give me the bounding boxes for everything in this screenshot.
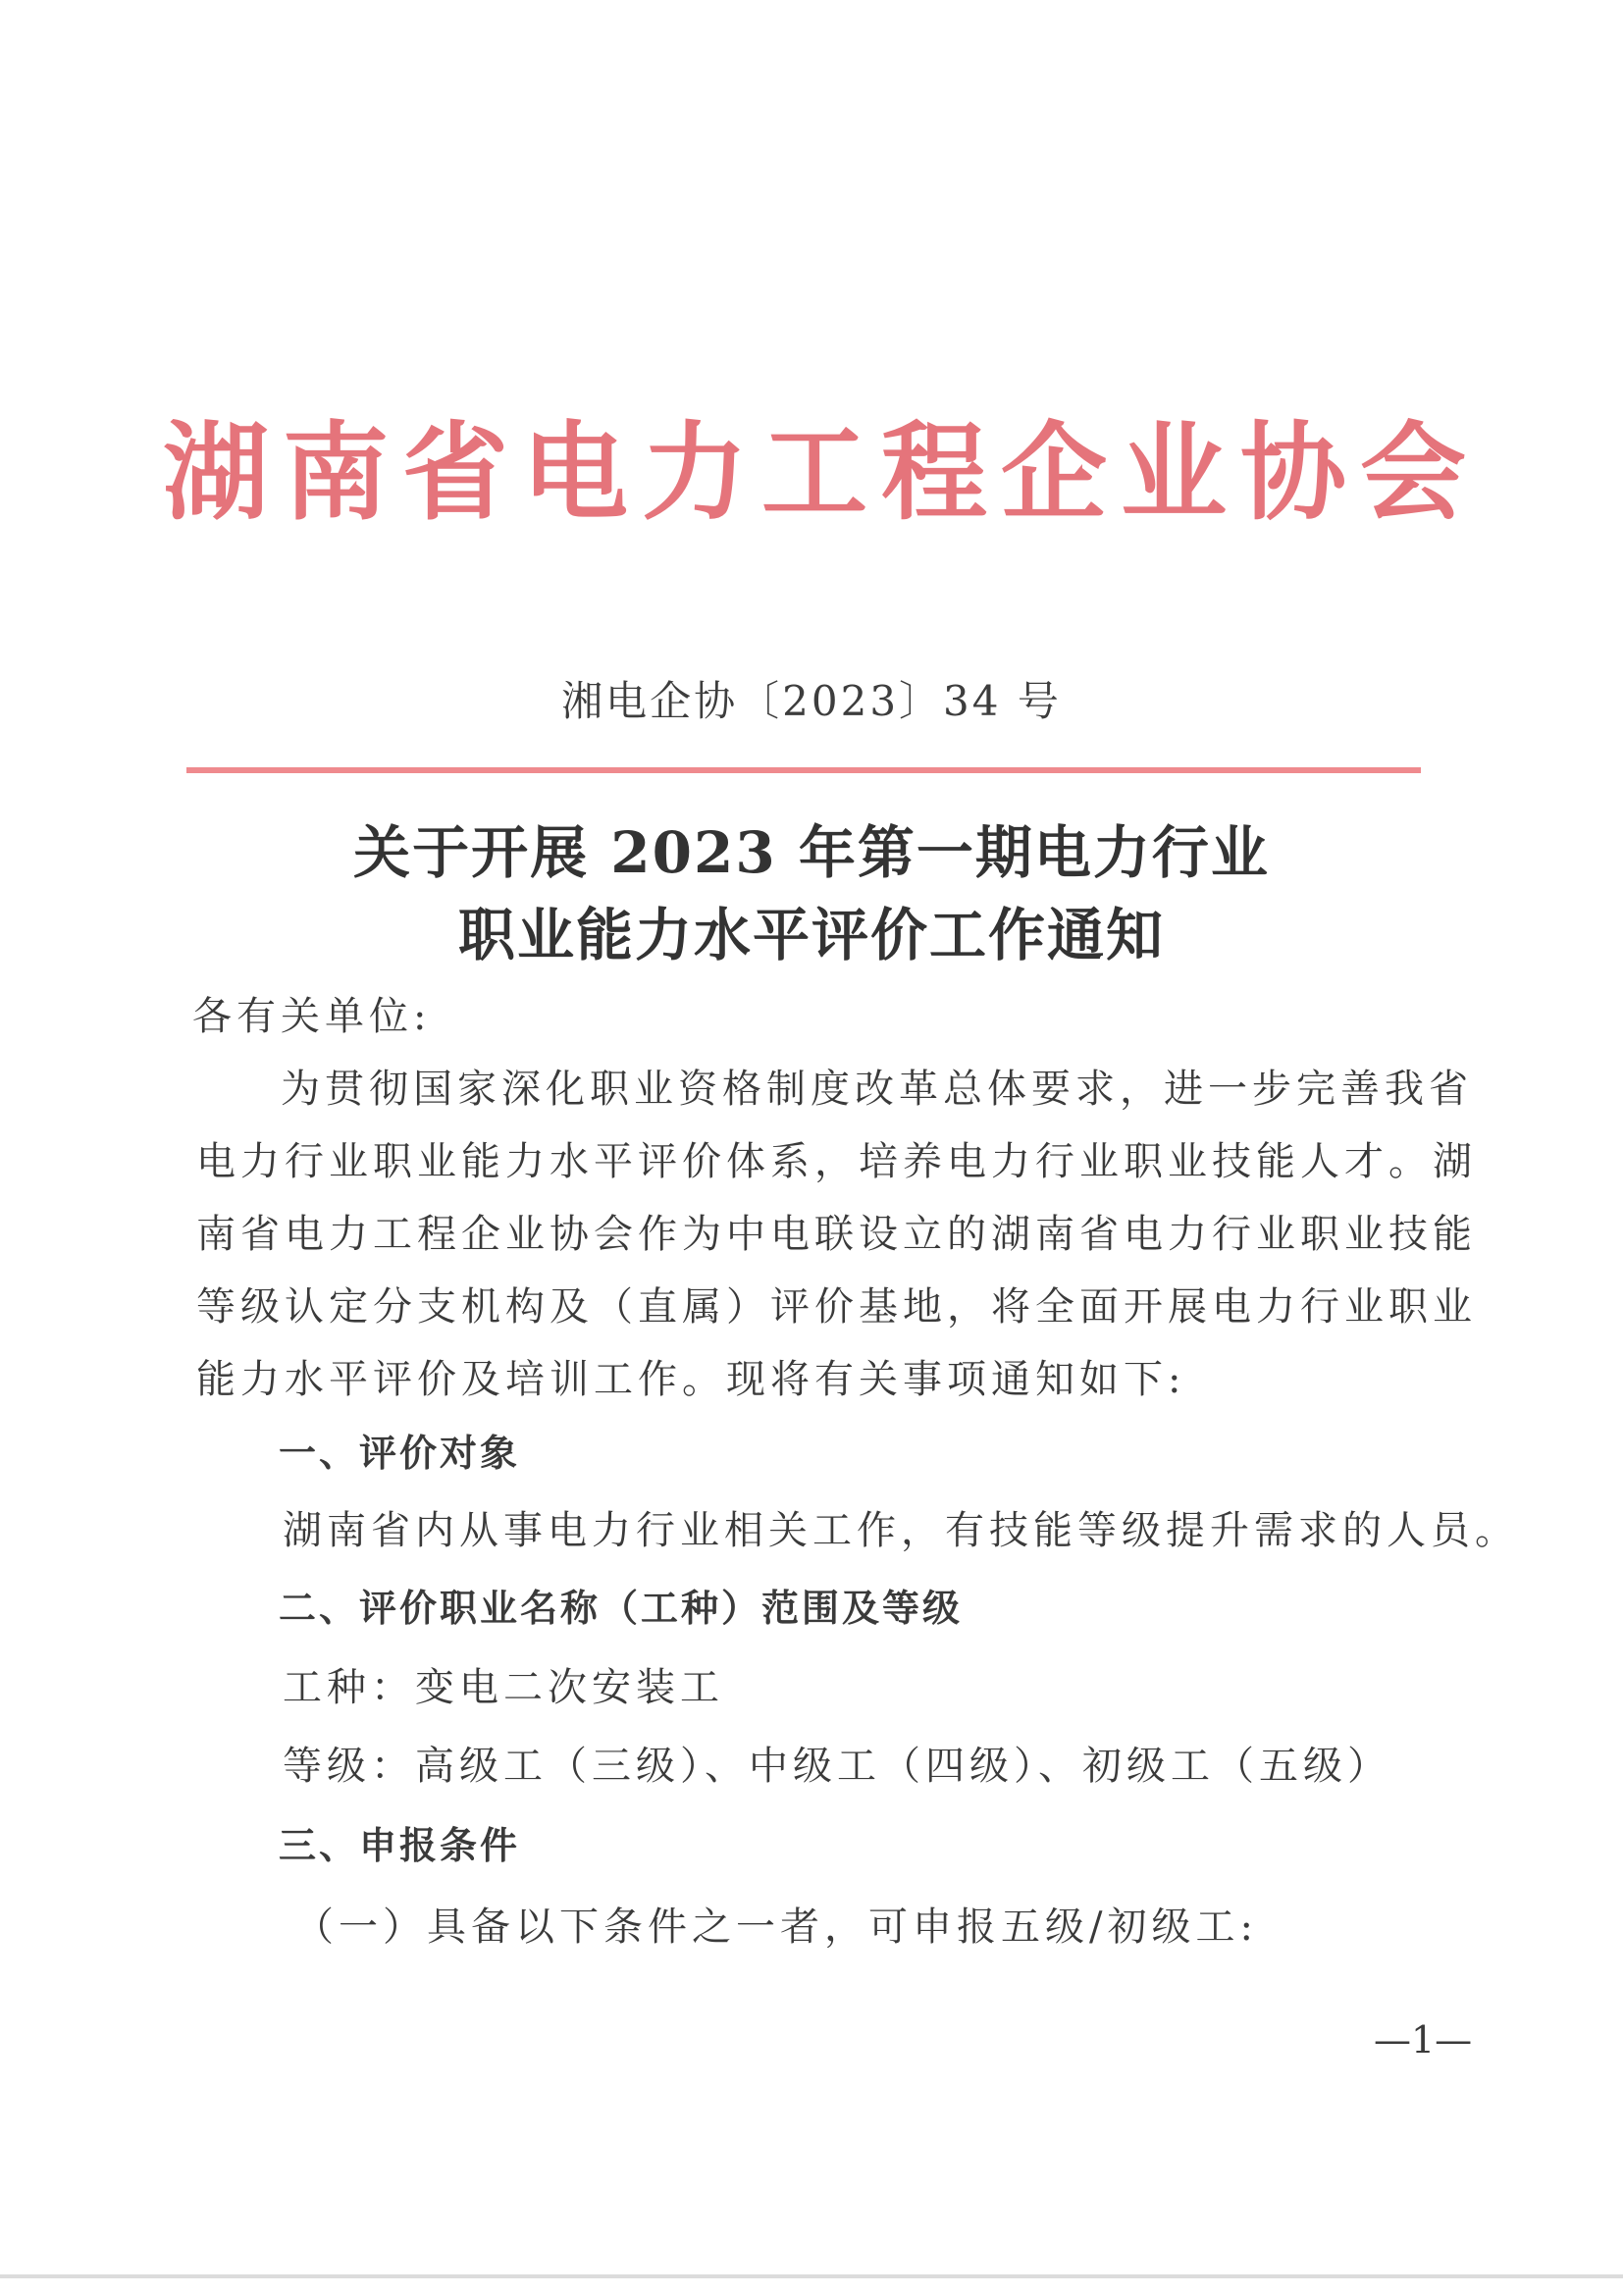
document-title-line-2: 职业能力水平评价工作通知 <box>457 902 1165 968</box>
section-3-subsection-1: （一）具备以下条件之一者，可申报五级/初级工: <box>294 1905 1258 1950</box>
intro-paragraph-line-5: 能力水平评价及培训工作。现将有关事项通知如下: <box>196 1357 1186 1402</box>
scan-edge-line <box>0 2274 1623 2278</box>
intro-paragraph-line-4: 等级认定分支机构及（直属）评价基地，将全面开展电力行业职业 <box>196 1284 1477 1330</box>
section-1-heading: 一、评价对象 <box>279 1432 521 1475</box>
section-2-heading: 二、评价职业名称（工种）范围及等级 <box>279 1587 964 1630</box>
section-2-trade: 工种：变电二次安装工 <box>283 1665 724 1710</box>
section-1-text: 湖南省内从事电力行业相关工作，有技能等级提升需求的人员。 <box>283 1508 1519 1553</box>
document-number: 湘电企协〔2023〕34 号 <box>561 677 1062 725</box>
organization-masthead: 湖南省电力工程企业协会 <box>162 411 1480 535</box>
intro-paragraph-line-1: 为贯彻国家深化职业资格制度改革总体要求，进一步完善我省 <box>281 1067 1473 1112</box>
section-3-heading: 三、申报条件 <box>279 1824 521 1867</box>
intro-paragraph-line-2: 电力行业职业能力水平评价体系，培养电力行业职业技能人才。湖 <box>196 1139 1477 1184</box>
section-2-levels: 等级：高级工（三级）、中级工（四级）、初级工（五级） <box>283 1744 1391 1789</box>
document-title-line-1: 关于开展 2023 年第一期电力行业 <box>353 819 1270 886</box>
page-number: —1— <box>1374 2018 1473 2061</box>
red-divider-line <box>186 767 1421 773</box>
intro-paragraph-line-3: 南省电力工程企业协会作为中电联设立的湖南省电力行业职业技能 <box>196 1212 1477 1257</box>
salutation: 各有关单位: <box>192 994 432 1039</box>
